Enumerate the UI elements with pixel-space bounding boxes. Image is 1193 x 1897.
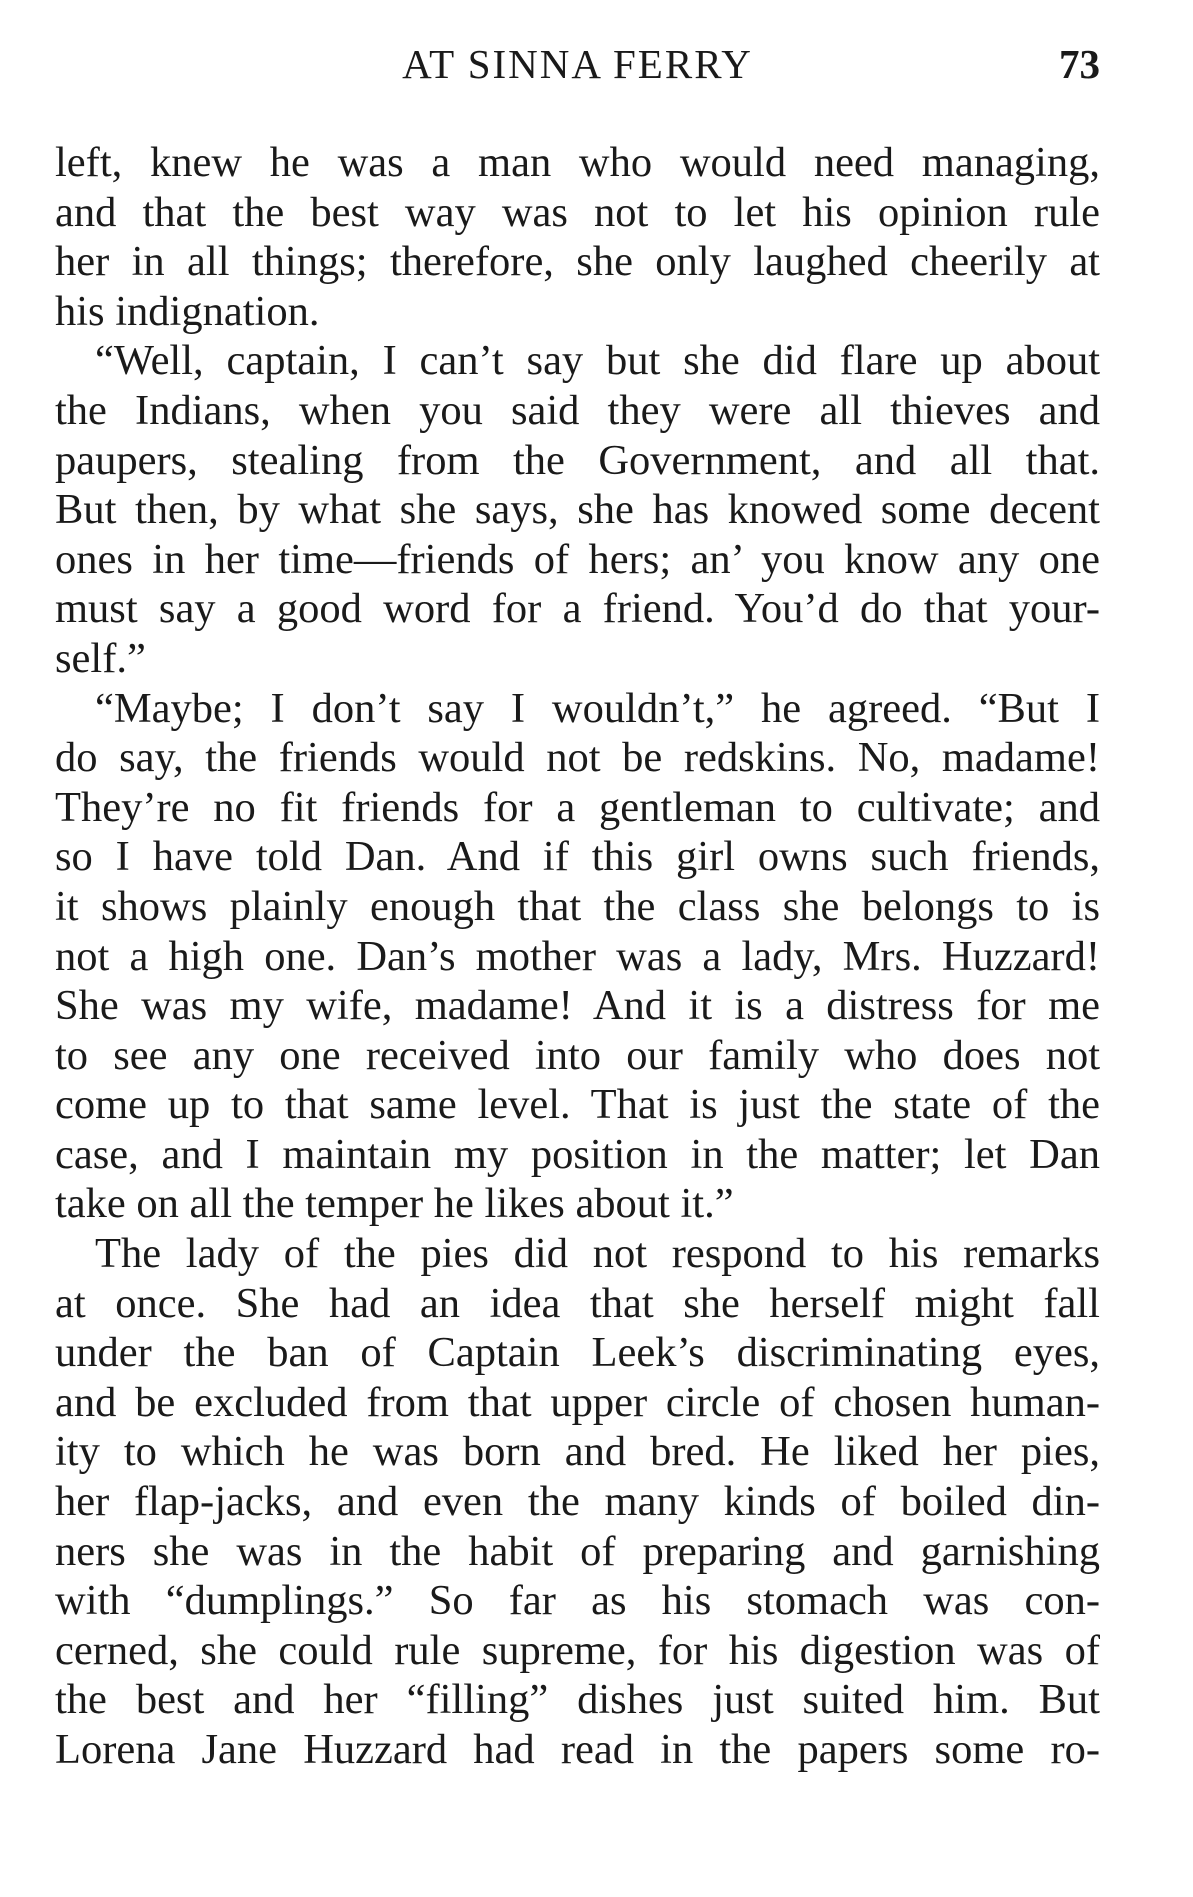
text-line: Lorena Jane Huzzard had read in the papers some ro- bbox=[55, 1726, 1100, 1773]
text-line: self.” bbox=[55, 634, 146, 682]
text-line: her in all things; therefore, she only laughed cheerily at bbox=[55, 238, 1100, 286]
page-number: 73 bbox=[1059, 41, 1100, 87]
text-line: and that the best way was not to let his opinion rule bbox=[55, 188, 1100, 236]
text-line: They’re no fit friends for a gentleman to cultivate; and bbox=[55, 783, 1100, 831]
text-line: case, and I maintain my position in the matter; let Dan bbox=[55, 1130, 1100, 1178]
text-line: so I have told Dan. And if this girl owns such friends, bbox=[55, 833, 1100, 881]
text-line: come up to that same level. That is just the state of the bbox=[55, 1081, 1100, 1129]
running-title: AT SINNA FERRY bbox=[402, 41, 753, 87]
running-head bbox=[55, 34, 1100, 94]
text-line: with “dumplings.” So far as his stomach was con- bbox=[55, 1577, 1100, 1625]
text-line: left, knew he was a man who would need managing, bbox=[55, 139, 1100, 186]
text-line: ones in her time—friends of hers; an’ you know any one bbox=[55, 535, 1100, 583]
text-line: ity to which he was born and bred. He liked her pies, bbox=[55, 1428, 1100, 1476]
text-line: “Maybe; I don’t say I wouldn’t,” he agreed. “But I bbox=[95, 684, 1100, 732]
text-line: ners she was in the habit of preparing and garnishing bbox=[55, 1527, 1100, 1575]
text-line: and be excluded from that upper circle of chosen human- bbox=[55, 1378, 1100, 1426]
text-line: must say a good word for a friend. You’d do that your- bbox=[55, 585, 1100, 633]
text-line: his indignation. bbox=[55, 287, 320, 335]
text-line: cerned, she could rule supreme, for his digestion was of bbox=[55, 1626, 1100, 1674]
text-line: not a high one. Dan’s mother was a lady, Mrs. Huzzard! bbox=[55, 932, 1100, 980]
text-line: “Well, captain, I can’t say but she did flare up about bbox=[95, 337, 1100, 385]
text-line: She was my wife, madame! And it is a distress for me bbox=[55, 982, 1100, 1030]
text-line: to see any one received into our family who does not bbox=[55, 1031, 1100, 1079]
text-line: But then, by what she says, she has knowed some decent bbox=[55, 486, 1100, 534]
text-line: do say, the friends would not be redskins. No, madame! bbox=[55, 734, 1100, 782]
text-line: her flap-jacks, and even the many kinds of boiled din- bbox=[55, 1478, 1100, 1526]
body-text bbox=[55, 138, 1100, 1775]
text-line: take on all the temper he likes about it.” bbox=[55, 1180, 734, 1228]
text-line: the Indians, when you said they were all thieves and bbox=[55, 386, 1100, 434]
text-line: The lady of the pies did not respond to his remarks bbox=[95, 1230, 1100, 1278]
text-line: at once. She had an idea that she herself might fall bbox=[55, 1279, 1100, 1327]
text-line: the best and her “filling” dishes just suited him. But bbox=[55, 1676, 1100, 1724]
text-line: under the ban of Captain Leek’s discriminating eyes, bbox=[55, 1329, 1100, 1377]
text-line: it shows plainly enough that the class she belongs to is bbox=[55, 882, 1100, 930]
text-line: paupers, stealing from the Government, and all that. bbox=[55, 436, 1100, 484]
